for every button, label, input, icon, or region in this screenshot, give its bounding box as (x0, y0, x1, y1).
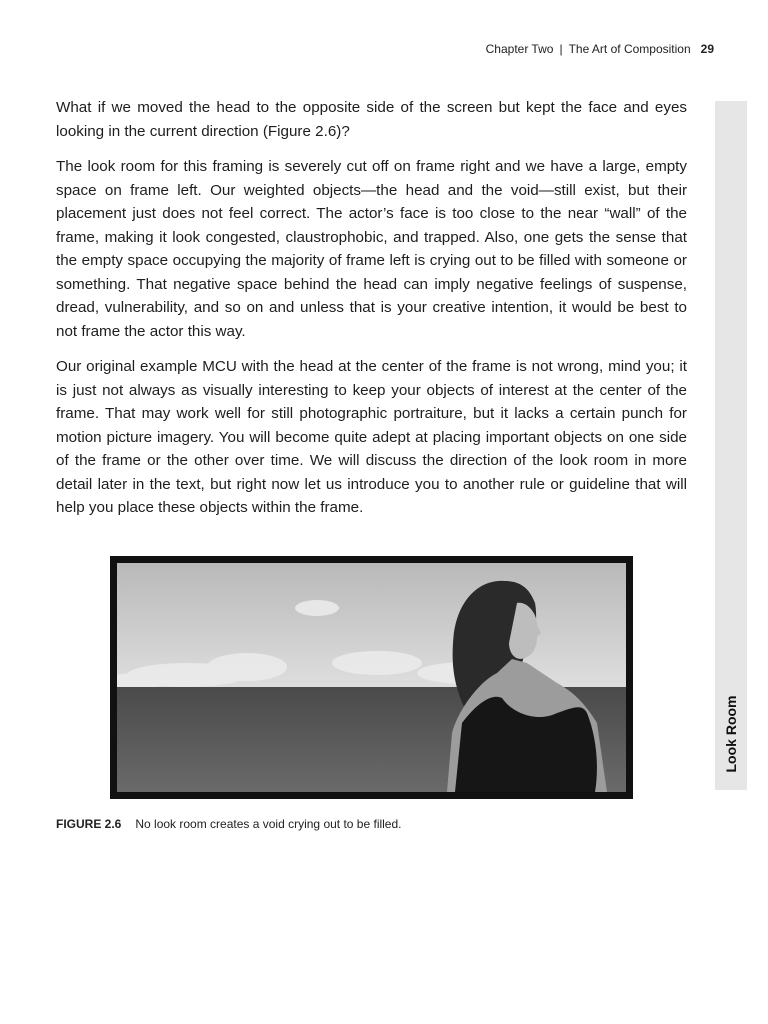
header-separator: | (559, 42, 563, 56)
figure-label: FIGURE 2.6 (56, 817, 122, 831)
running-head (486, 42, 714, 56)
paragraph-2: The look room for this framing is severely cut off on frame right and we have a large, empty space on frame left. Our weighted objects—the head and the void—still exist, but their placement just does not feel correct. The actor’s face is too close to the near “wall” of the frame, making it look congested, claustrophobic, and trapped. Also, one gets the sense that the empty space occupying the majority of frame left is crying out to be filled with someone or something. That negative space behind the head can imply negative feelings of suspense, dread, vulnerability, and so on and unless that is your creative intention, it would be best to not frame the actor this way. (56, 158, 687, 340)
figure-caption-text: No look room creates a void crying out to be filled. (135, 817, 402, 831)
paragraph-3: Our original example MCU with the head at the center of the frame is not wrong, mind you; it is just not always as visually interesting to keep your objects of interest at the center of the frame. That may work well for still photographic portraiture, but it lacks a certain punch for motion picture imagery. You will become quite adept at placing important objects on one side of the frame or the other over time. We will discuss the direction of the look room in more detail later in the text, but right now let us introduce you to another rule or guideline that will help you place these objects within the frame. (56, 358, 687, 516)
page-number: 29 (700, 42, 714, 56)
paragraph-1: What if we moved the head to the opposite side of the screen but kept the face and eyes looking in the current direction (Figure 2.6)? (56, 99, 687, 140)
figure-caption (56, 817, 402, 831)
section-title: The Art of Composition (568, 42, 691, 56)
body-text (56, 96, 687, 532)
side-tab-label: Look Room (723, 695, 739, 773)
figure-2-6 (110, 556, 633, 799)
figure-photo (117, 563, 626, 792)
chapter-title: Chapter Two (485, 42, 554, 56)
side-tab (715, 101, 747, 790)
